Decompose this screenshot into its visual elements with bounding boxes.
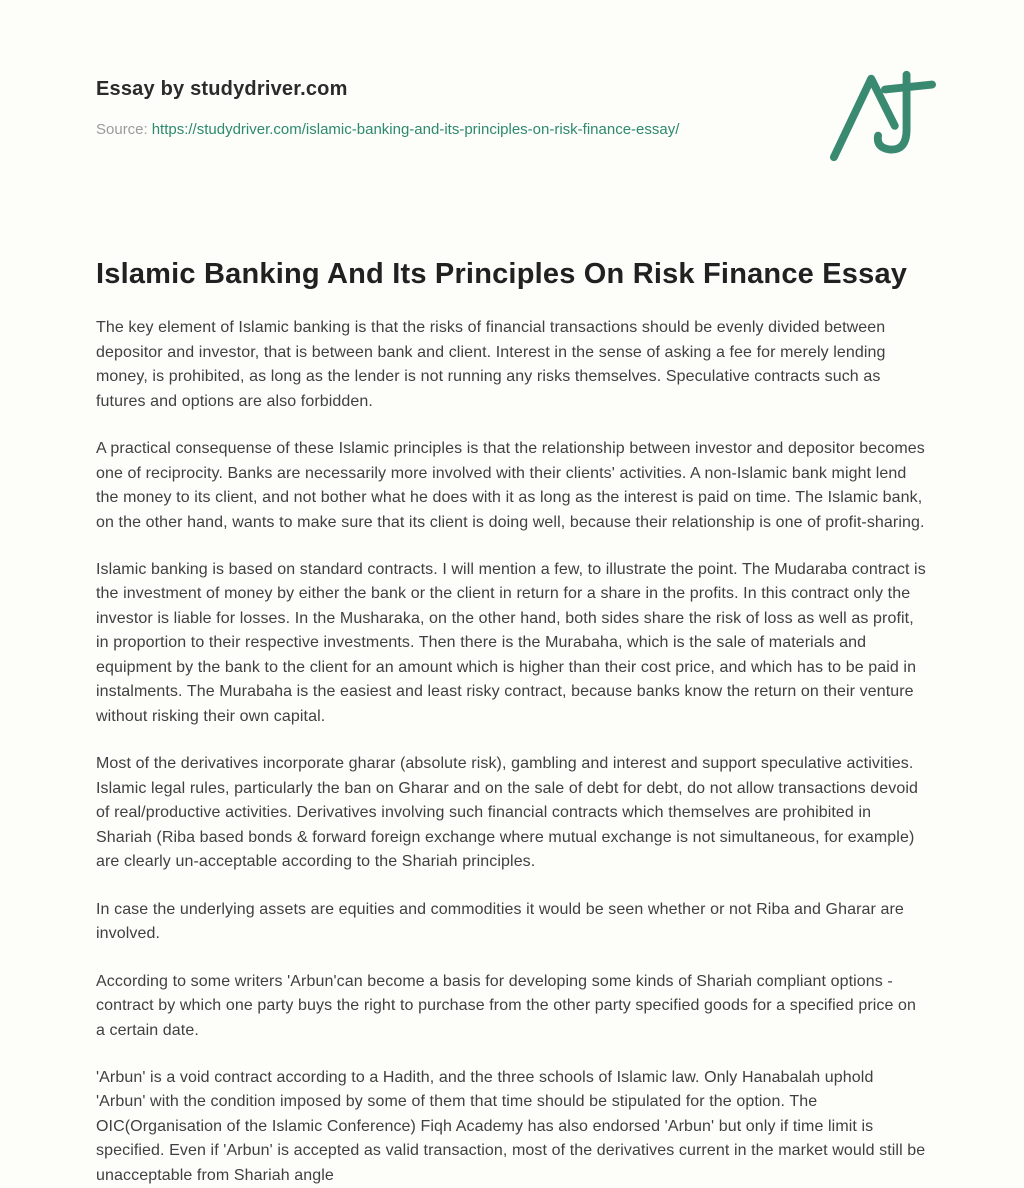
studydriver-logo	[828, 68, 936, 164]
essay-title: Islamic Banking And Its Principles On Risk Finance Essay	[96, 258, 908, 290]
studydriver-monogram-icon	[828, 151, 936, 168]
essay-paragraph-7: 'Arbun' is a void contract according to a Hadith, and the three schools of Islamic law. Only Hanabalah uphold 'Arbun' with the condition imposed by some of them that time should be stipulated for the option. The OIC(Organisation of the Islamic Conference) Fiqh Academy has also endorsed 'Arbun' but only if time limit is specified. Even if 'Arbun' is accepted as valid transaction, most of the derivatives current in the market would still be unacceptable from Shariah angle	[96, 1068, 926, 1184]
essay-paragraph-1: The key element of Islamic banking is that the risks of financial transactions should be evenly divided between depositor and investor, that is between bank and client. Interest in the sense of asking a fee for merely lending money, is prohibited, as long as the lender is not running any risks themselves. Speculative contracts such as futures and options are also forbidden.	[96, 319, 886, 410]
essay-paragraph-4: Most of the derivatives incorporate gharar (absolute risk), gambling and interest and support speculative activities. Islamic legal rules, particularly the ban on Gharar and on the sale of debt for debt, do not allow transactions devoid of real/productive activities. Derivatives involving such financial contracts which themselves are prohibited in Shariah (Riba based bonds & forward foreign exchange where mutual exchange is not simultaneous, for example) are clearly un-acceptable according to the Shariah principles.	[96, 755, 919, 871]
essay-paragraph-3: Islamic banking is based on standard contracts. I will mention a few, to illustrate the point. The Mudaraba contract is the investment of money by either the bank or the client in return for a share in the profits. In this contract only the investor is liable for losses. In the Musharaka, on the other hand, both sides share the risk of loss as well as profit, in proportion to their respective investments. Then there is the Murabaha, which is the sale of materials and equipment by the bank to the client for an amount which is higher than their cost price, and which has to be paid in instalments. The Murabaha is the easiest and least risky contract, because banks know the return on their venture without risking their own capital.	[96, 561, 926, 725]
essay-paragraph-2: A practical consequense of these Islamic principles is that the relationship between investor and depositor becomes one of reciprocity. Banks are necessarily more involved with their clients' activities. A non-Islamic bank might lend the money to its client, and not bother what he does with it as long as the interest is paid on time. The Islamic bank, on the other hand, wants to make sure that its client is doing well, because their relationship is one of profit-sharing.	[96, 440, 925, 531]
essay-paragraph-5: In case the underlying assets are equities and commodities it would be seen whether or not Riba and Gharar are involved.	[96, 900, 904, 943]
source-label: Source:	[96, 121, 148, 138]
page-header	[96, 78, 927, 138]
essay-paragraph-6: According to some writers 'Arbun'can become a basis for developing some kinds of Shariah compliant options - contract by which one party buys the right to purchase from the other party specified goods for a specified price on a certain date.	[96, 972, 917, 1039]
byline: Essay by studydriver.com	[96, 78, 348, 100]
source-line	[96, 121, 927, 138]
source-link[interactable]: https://studydriver.com/islamic-banking-and-its-principles-on-risk-finance-essay/	[151, 121, 680, 138]
essay-body	[96, 316, 927, 1188]
